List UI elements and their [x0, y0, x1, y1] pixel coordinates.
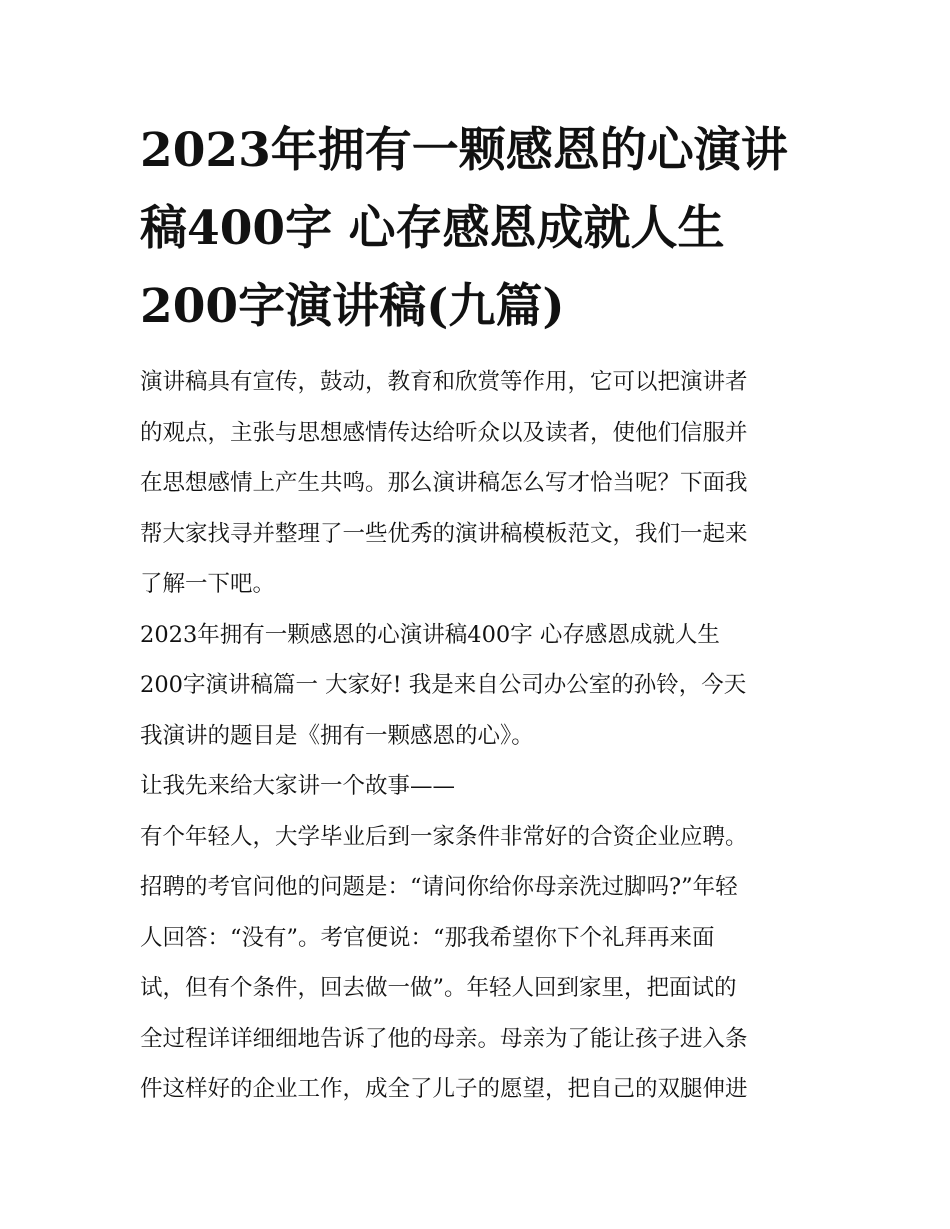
body-line: 全过程详详细细地告诉了他的母亲。母亲为了能让孩子进入条	[140, 1025, 748, 1052]
body-line: 招聘的考官问他的问题是：“请问你给你母亲洗过脚吗?”年轻	[140, 874, 738, 900]
body-line: 200字演讲稿篇一 大家好! 我是来自公司办公室的孙铃，今天	[140, 672, 747, 698]
body-line: 了解一下吧。	[140, 571, 276, 597]
body-line: 的观点，主张与思想感情传达给听众以及读者，使他们信服并	[140, 419, 748, 446]
body-line: 让我先来给大家讲一个故事——	[140, 773, 456, 799]
document-title	[140, 112, 830, 346]
title-line-2: 稿400字 心存感恩成就人生	[140, 201, 725, 256]
body-line: 演讲稿具有宣传，鼓动，教育和欣赏等作用，它可以把演讲者	[140, 369, 748, 395]
title-line-1: 2023年拥有一颗感恩的心演讲	[140, 123, 788, 178]
body-line: 在思想感情上产生共鸣。那么演讲稿怎么写才恰当呢？下面我	[140, 470, 748, 496]
body-line: 我演讲的题目是《拥有一颗感恩的心》。	[140, 722, 534, 749]
body-line: 件这样好的企业工作，成全了儿子的愿望，把自己的双腿伸进	[140, 1076, 748, 1102]
body-line: 有个年轻人，大学毕业后到一家条件非常好的合资企业应聘。	[140, 823, 748, 850]
body-line: 试，但有个条件，回去做一做”。年轻人回到家里，把面试的	[140, 975, 737, 1001]
body-line: 人回答：“没有”。考官便说：“那我希望你下个礼拜再来面	[140, 924, 715, 951]
body-line: 帮大家找寻并整理了一些优秀的演讲稿模板范文，我们一起来	[140, 520, 748, 547]
document-body	[140, 357, 830, 1115]
body-line: 2023年拥有一颗感恩的心演讲稿400字 心存感恩成就人生	[140, 621, 720, 648]
title-line-3: 200字演讲稿(九篇)	[140, 279, 565, 334]
